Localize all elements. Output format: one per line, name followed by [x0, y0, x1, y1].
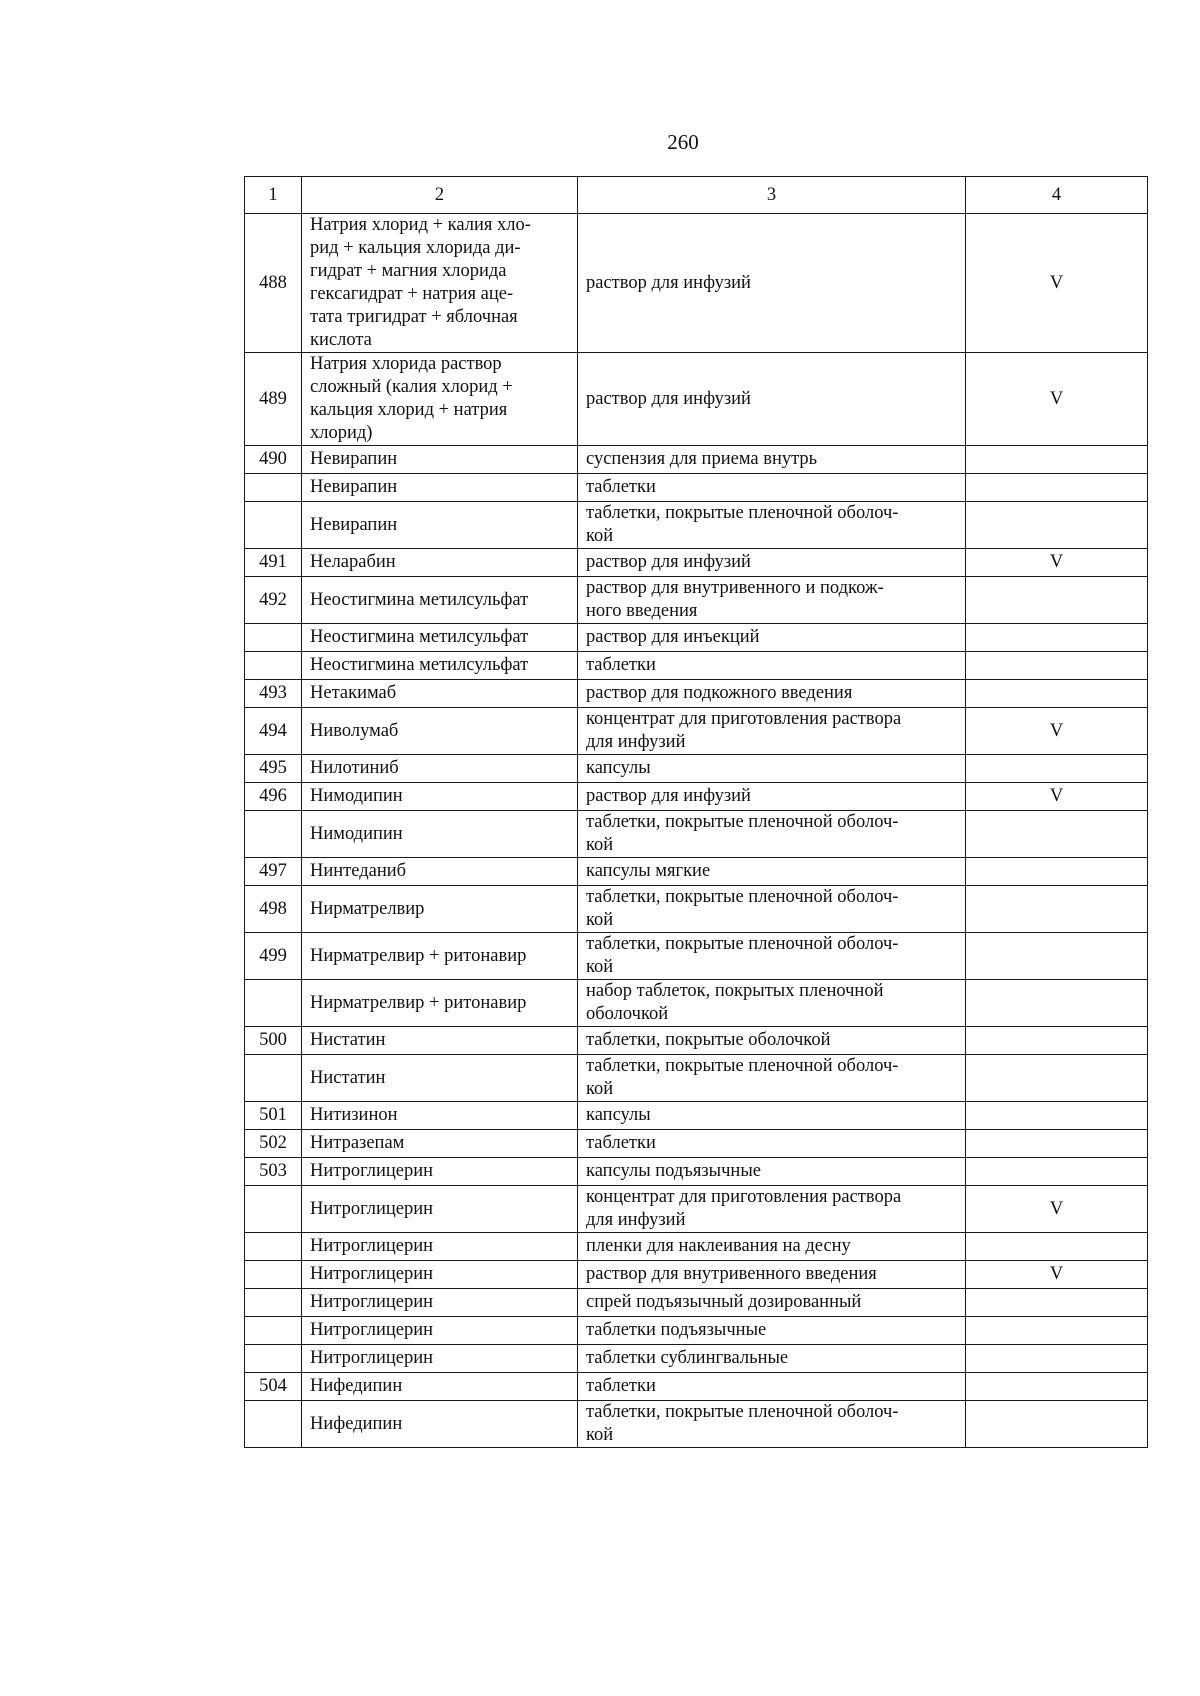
drug-name-cell: Нистатин	[302, 1027, 578, 1055]
table-row	[245, 783, 1148, 811]
dosage-form-cell: раствор для внутривенного и подкож- ного введения	[578, 577, 966, 624]
drug-name-cell: Нирматрелвир	[302, 886, 578, 933]
row-number-cell	[245, 1317, 302, 1345]
row-number-cell	[245, 1289, 302, 1317]
vital-mark-cell	[966, 1102, 1148, 1130]
row-number-cell: 494	[245, 708, 302, 755]
row-number-cell: 498	[245, 886, 302, 933]
vital-mark-cell	[966, 1317, 1148, 1345]
vital-mark-cell	[966, 577, 1148, 624]
drug-name-cell: Нитроглицерин	[302, 1158, 578, 1186]
row-number-cell	[245, 1186, 302, 1233]
drug-name-cell: Невирапин	[302, 502, 578, 549]
dosage-form-cell: пленки для наклеивания на десну	[578, 1233, 966, 1261]
vital-mark-cell	[966, 886, 1148, 933]
vital-mark-cell	[966, 858, 1148, 886]
table-row	[245, 811, 1148, 858]
vital-mark-cell: V	[966, 214, 1148, 353]
row-number-cell: 490	[245, 446, 302, 474]
drug-name-cell: Натрия хлорида раствор сложный (калия хлорид + кальция хлорид + натрия хлорид)	[302, 353, 578, 446]
dosage-form-cell: таблетки, покрытые пленочной оболоч- кой	[578, 933, 966, 980]
dosage-form-cell: таблетки, покрытые пленочной оболоч- кой	[578, 886, 966, 933]
vital-mark-cell	[966, 1158, 1148, 1186]
table-row	[245, 680, 1148, 708]
row-number-cell: 497	[245, 858, 302, 886]
dosage-form-cell: раствор для инфузий	[578, 783, 966, 811]
table-header-row	[245, 177, 1148, 214]
vital-mark-cell	[966, 980, 1148, 1027]
vital-mark-cell	[966, 1233, 1148, 1261]
vital-mark-cell	[966, 1373, 1148, 1401]
drug-name-cell: Неостигмина метилсульфат	[302, 652, 578, 680]
drug-name-cell: Нирматрелвир + ритонавир	[302, 933, 578, 980]
vital-mark-cell	[966, 1345, 1148, 1373]
vital-mark-cell	[966, 811, 1148, 858]
row-number-cell: 488	[245, 214, 302, 353]
vital-mark-cell	[966, 1401, 1148, 1448]
dosage-form-cell: таблетки, покрытые оболочкой	[578, 1027, 966, 1055]
drug-name-cell: Неостигмина метилсульфат	[302, 624, 578, 652]
vital-mark-cell: V	[966, 708, 1148, 755]
row-number-cell: 499	[245, 933, 302, 980]
vital-mark-cell	[966, 446, 1148, 474]
row-number-cell	[245, 980, 302, 1027]
vital-mark-cell	[966, 652, 1148, 680]
table-row	[245, 474, 1148, 502]
page-number: 260	[667, 130, 699, 154]
drug-name-cell: Нитроглицерин	[302, 1261, 578, 1289]
table-row	[245, 886, 1148, 933]
row-number-cell: 503	[245, 1158, 302, 1186]
table-row	[245, 858, 1148, 886]
table-row	[245, 214, 1148, 353]
row-number-cell: 502	[245, 1130, 302, 1158]
drug-name-cell: Нитроглицерин	[302, 1317, 578, 1345]
row-number-cell: 489	[245, 353, 302, 446]
drug-name-cell: Нитразепам	[302, 1130, 578, 1158]
dosage-form-cell: раствор для инфузий	[578, 214, 966, 353]
dosage-form-cell: таблетки подъязычные	[578, 1317, 966, 1345]
table-row	[245, 933, 1148, 980]
table-row	[245, 1261, 1148, 1289]
dosage-form-cell: суспензия для приема внутрь	[578, 446, 966, 474]
vital-mark-cell	[966, 474, 1148, 502]
row-number-cell: 501	[245, 1102, 302, 1130]
table-row	[245, 1317, 1148, 1345]
dosage-form-cell: капсулы подъязычные	[578, 1158, 966, 1186]
row-number-cell: 504	[245, 1373, 302, 1401]
dosage-form-cell: капсулы	[578, 755, 966, 783]
drug-name-cell: Нилотиниб	[302, 755, 578, 783]
drug-name-cell: Нитизинон	[302, 1102, 578, 1130]
column-header-3: 3	[578, 177, 966, 214]
vital-mark-cell	[966, 1027, 1148, 1055]
row-number-cell: 493	[245, 680, 302, 708]
dosage-form-cell: раствор для инфузий	[578, 353, 966, 446]
dosage-form-cell: капсулы	[578, 1102, 966, 1130]
table-row	[245, 1345, 1148, 1373]
column-header-2: 2	[302, 177, 578, 214]
vital-mark-cell	[966, 755, 1148, 783]
row-number-cell	[245, 1055, 302, 1102]
dosage-form-cell: таблетки, покрытые пленочной оболоч- кой	[578, 1055, 966, 1102]
vital-mark-cell: V	[966, 783, 1148, 811]
table-row	[245, 577, 1148, 624]
vital-mark-cell	[966, 1289, 1148, 1317]
drug-name-cell: Нимодипин	[302, 783, 578, 811]
row-number-cell	[245, 1401, 302, 1448]
table-row	[245, 549, 1148, 577]
drug-name-cell: Неостигмина метилсульфат	[302, 577, 578, 624]
row-number-cell: 495	[245, 755, 302, 783]
drug-name-cell: Невирапин	[302, 474, 578, 502]
dosage-form-cell: таблетки сублингвальные	[578, 1345, 966, 1373]
drug-name-cell: Ниволумаб	[302, 708, 578, 755]
dosage-form-cell: таблетки, покрытые пленочной оболоч- кой	[578, 811, 966, 858]
row-number-cell	[245, 811, 302, 858]
vital-mark-cell	[966, 502, 1148, 549]
column-header-4: 4	[966, 177, 1148, 214]
row-number-cell	[245, 1261, 302, 1289]
table-row	[245, 1401, 1148, 1448]
drug-name-cell: Нирматрелвир + ритонавир	[302, 980, 578, 1027]
row-number-cell	[245, 502, 302, 549]
table-row	[245, 1158, 1148, 1186]
vital-mark-cell: V	[966, 549, 1148, 577]
dosage-form-cell: раствор для инфузий	[578, 549, 966, 577]
dosage-form-cell: раствор для внутривенного введения	[578, 1261, 966, 1289]
drug-name-cell: Нинтеданиб	[302, 858, 578, 886]
vital-mark-cell	[966, 624, 1148, 652]
dosage-form-cell: спрей подъязычный дозированный	[578, 1289, 966, 1317]
vital-mark-cell	[966, 1130, 1148, 1158]
table-row	[245, 980, 1148, 1027]
drug-name-cell: Натрия хлорид + калия хло- рид + кальция хлорида ди- гидрат + магния хлорида гексагидрат + натрия аце- тата тригидрат + яблочная кислота	[302, 214, 578, 353]
row-number-cell	[245, 1345, 302, 1373]
drug-name-cell: Неларабин	[302, 549, 578, 577]
row-number-cell: 492	[245, 577, 302, 624]
dosage-form-cell: таблетки	[578, 652, 966, 680]
table-row	[245, 624, 1148, 652]
dosage-form-cell: концентрат для приготовления раствора для инфузий	[578, 708, 966, 755]
row-number-cell	[245, 624, 302, 652]
dosage-form-cell: набор таблеток, покрытых пленочной оболочкой	[578, 980, 966, 1027]
table-row	[245, 446, 1148, 474]
table-row	[245, 708, 1148, 755]
table-row	[245, 1027, 1148, 1055]
vital-mark-cell: V	[966, 1186, 1148, 1233]
drug-name-cell: Нитроглицерин	[302, 1345, 578, 1373]
table-row	[245, 755, 1148, 783]
drug-name-cell: Нимодипин	[302, 811, 578, 858]
table-row	[245, 1186, 1148, 1233]
dosage-form-cell: концентрат для приготовления раствора для инфузий	[578, 1186, 966, 1233]
vital-mark-cell: V	[966, 353, 1148, 446]
drug-name-cell: Нистатин	[302, 1055, 578, 1102]
drug-name-cell: Нетакимаб	[302, 680, 578, 708]
vital-mark-cell: V	[966, 1261, 1148, 1289]
dosage-form-cell: раствор для подкожного введения	[578, 680, 966, 708]
table-row	[245, 652, 1148, 680]
drug-name-cell: Невирапин	[302, 446, 578, 474]
dosage-form-cell: раствор для инъекций	[578, 624, 966, 652]
table-body	[245, 177, 1148, 1448]
table-row	[245, 1055, 1148, 1102]
table-row	[245, 1289, 1148, 1317]
table-row	[245, 1130, 1148, 1158]
dosage-form-cell: таблетки	[578, 474, 966, 502]
table-row	[245, 1102, 1148, 1130]
drug-name-cell: Нитроглицерин	[302, 1233, 578, 1261]
dosage-form-cell: таблетки, покрытые пленочной оболоч- кой	[578, 1401, 966, 1448]
table-row	[245, 1233, 1148, 1261]
table-row	[245, 502, 1148, 549]
row-number-cell	[245, 474, 302, 502]
table-row	[245, 353, 1148, 446]
row-number-cell	[245, 652, 302, 680]
row-number-cell: 500	[245, 1027, 302, 1055]
row-number-cell: 491	[245, 549, 302, 577]
drug-name-cell: Нифедипин	[302, 1401, 578, 1448]
column-header-1: 1	[245, 177, 302, 214]
drug-name-cell: Нифедипин	[302, 1373, 578, 1401]
vital-mark-cell	[966, 933, 1148, 980]
dosage-form-cell: таблетки	[578, 1373, 966, 1401]
table-row	[245, 1373, 1148, 1401]
dosage-form-cell: таблетки, покрытые пленочной оболоч- кой	[578, 502, 966, 549]
drug-table	[244, 176, 1148, 1448]
drug-name-cell: Нитроглицерин	[302, 1289, 578, 1317]
row-number-cell	[245, 1233, 302, 1261]
row-number-cell: 496	[245, 783, 302, 811]
vital-mark-cell	[966, 1055, 1148, 1102]
vital-mark-cell	[966, 680, 1148, 708]
dosage-form-cell: капсулы мягкие	[578, 858, 966, 886]
drug-name-cell: Нитроглицерин	[302, 1186, 578, 1233]
dosage-form-cell: таблетки	[578, 1130, 966, 1158]
